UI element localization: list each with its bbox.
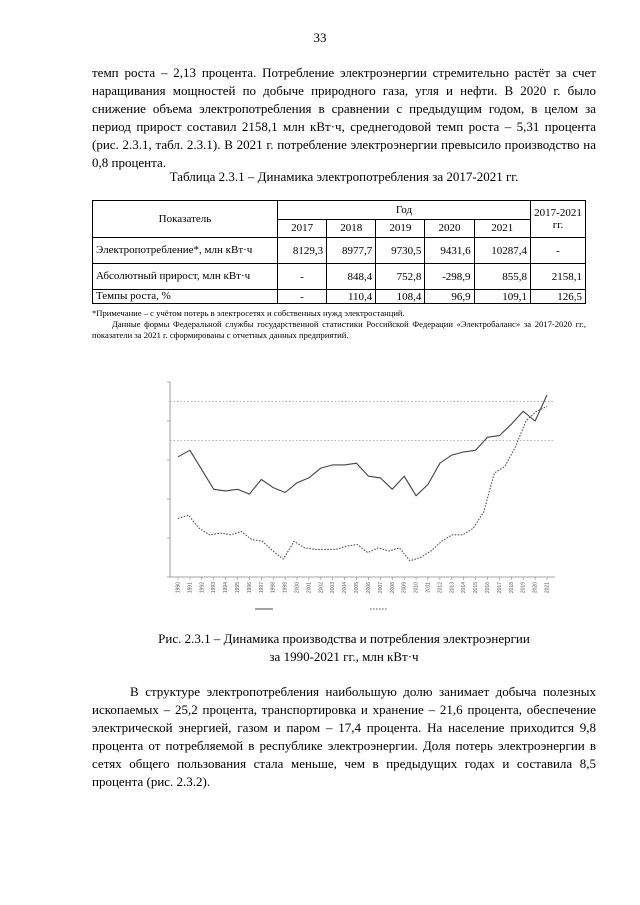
table-cell: 9730,5 bbox=[376, 238, 425, 264]
x-tick-label: 2005 bbox=[354, 582, 361, 594]
chart-series bbox=[178, 395, 547, 561]
x-tick-label: 2015 bbox=[473, 582, 480, 594]
table-cell: 110,4 bbox=[327, 290, 376, 304]
table-cell: 855,8 bbox=[474, 264, 530, 290]
data-source-note: Данные формы Федеральной службы государственной статистики Российской Федерации «Электробаланс» за 2017-2020 гг., показатели за 2021 г. сформированы с отчетных данных предприятий. bbox=[92, 319, 586, 340]
table-row bbox=[93, 238, 586, 264]
x-tick-labels bbox=[176, 577, 551, 593]
x-tick-label: 1997 bbox=[258, 582, 265, 594]
table-cell: 96,9 bbox=[425, 290, 474, 304]
header-indicator: Показатель bbox=[93, 201, 278, 238]
x-tick-label: 1998 bbox=[270, 582, 277, 594]
x-tick-label: 2002 bbox=[318, 582, 325, 594]
x-tick-label: 2003 bbox=[330, 582, 337, 594]
intro-paragraph: темп роста – 2,13 процента. Потребление электроэнергии стремительно растёт за счет наращивания мощностей по добыче природного газа, угля и нефти. В 2020 г. было снижение объема электропотребления в сравнении с предыдущим годом, в целом за период прирост составил 2158,1 млн кВт·ч, среднегодовой темп роста – 5,31 процента (рис. 2.3.1, табл. 2.3.1). В 2021 г. потребление электроэнергии превысило производство на 0,8 процента. bbox=[92, 65, 596, 170]
year-header: 2017 bbox=[278, 219, 327, 238]
table-cell: 8129,3 bbox=[278, 238, 327, 264]
consumption-table bbox=[92, 200, 586, 304]
header-year-group: Год bbox=[278, 201, 531, 220]
x-tick-label: 1991 bbox=[187, 582, 194, 594]
table-cell: 9431,6 bbox=[425, 238, 474, 264]
x-tick-label: 1995 bbox=[235, 582, 242, 594]
table-row bbox=[93, 264, 586, 290]
figure-caption-line2: за 1990-2021 гг., млн кВт·ч bbox=[269, 649, 419, 664]
x-tick-label: 2010 bbox=[413, 582, 420, 594]
table-cell: 8977,7 bbox=[327, 238, 376, 264]
row-label: Электропотребление*, млн кВт·ч bbox=[93, 238, 278, 264]
table-cell: 848,4 bbox=[327, 264, 376, 290]
x-tick-label: 1996 bbox=[246, 582, 253, 594]
x-tick-label: 1993 bbox=[211, 582, 218, 594]
figure-caption-line1: Рис. 2.3.1 – Динамика производства и потребления электроэнергии bbox=[158, 631, 530, 646]
x-tick-label: 1994 bbox=[223, 582, 230, 594]
x-tick-label: 2009 bbox=[401, 582, 408, 594]
table-cell: 126,5 bbox=[531, 290, 586, 304]
table-cell: 109,1 bbox=[474, 290, 530, 304]
table-cell: 752,8 bbox=[376, 264, 425, 290]
table-row bbox=[93, 290, 586, 304]
x-tick-label: 2004 bbox=[342, 582, 349, 594]
x-tick-label: 2008 bbox=[389, 582, 396, 594]
table-cell: 108,4 bbox=[376, 290, 425, 304]
x-tick-label: 2001 bbox=[306, 582, 313, 594]
x-tick-label: 2021 bbox=[544, 582, 551, 594]
row-label: Темпы роста, % bbox=[93, 290, 278, 304]
chart-grid bbox=[170, 382, 555, 577]
table-footnote: *Примечание – с учётом потерь в электросетях и собственных нужд электростанций. bbox=[92, 308, 405, 318]
row-label: Абсолютный прирост, млн кВт·ч bbox=[93, 264, 278, 290]
table-cell: - bbox=[531, 238, 586, 264]
table-notes bbox=[92, 308, 586, 341]
table-cell: - bbox=[278, 264, 327, 290]
x-tick-label: 2000 bbox=[294, 582, 301, 594]
series-line-2 bbox=[178, 406, 547, 560]
x-tick-label: 2012 bbox=[437, 582, 444, 594]
x-tick-label: 2006 bbox=[365, 582, 372, 594]
x-tick-label: 2018 bbox=[508, 582, 515, 594]
y-tick-labels bbox=[167, 382, 170, 577]
closing-paragraph: В структуре электропотребления наибольшую долю занимает добыча полезных ископаемых – 25,2 процента, транспортировка и хранение – 21,6 процента, обеспечение электрической энергией, газом и паром – 17,4 процента. На население приходится 9,8 процента от потребляемой в республике электроэнергии. Доля потерь электроэнергии в сетях общего пользования стала меньше, чем в предыдущих годах и составила 8,5 процента (рис. 2.3.2). bbox=[92, 684, 596, 789]
x-tick-label: 1999 bbox=[282, 582, 289, 594]
year-header: 2021 bbox=[474, 219, 530, 238]
table-caption: Таблица 2.3.1 – Динамика электропотребления за 2017-2021 гг. bbox=[169, 169, 519, 184]
x-tick-label: 2020 bbox=[532, 582, 539, 594]
x-tick-label: 2016 bbox=[484, 582, 491, 594]
year-header: 2019 bbox=[376, 219, 425, 238]
x-tick-label: 2013 bbox=[449, 582, 456, 594]
x-tick-label: 2007 bbox=[377, 582, 384, 594]
x-tick-label: 1990 bbox=[175, 582, 182, 594]
year-header: 2018 bbox=[327, 219, 376, 238]
table-cell: 10287,4 bbox=[474, 238, 530, 264]
production-consumption-chart bbox=[140, 372, 570, 627]
x-tick-label: 2014 bbox=[461, 582, 468, 594]
x-tick-label: 2017 bbox=[496, 582, 503, 594]
page-number: 33 bbox=[313, 30, 327, 45]
table-cell: -298,9 bbox=[425, 264, 474, 290]
x-tick-label: 2011 bbox=[425, 582, 432, 593]
x-tick-label: 2019 bbox=[520, 582, 527, 594]
figure-caption bbox=[92, 630, 596, 666]
year-header: 2020 bbox=[425, 219, 474, 238]
table-header-row bbox=[93, 201, 586, 220]
header-period: 2017-2021 гг. bbox=[531, 201, 586, 238]
x-tick-label: 1992 bbox=[199, 582, 206, 594]
table-cell: - bbox=[278, 290, 327, 304]
table-cell: 2158,1 bbox=[531, 264, 586, 290]
